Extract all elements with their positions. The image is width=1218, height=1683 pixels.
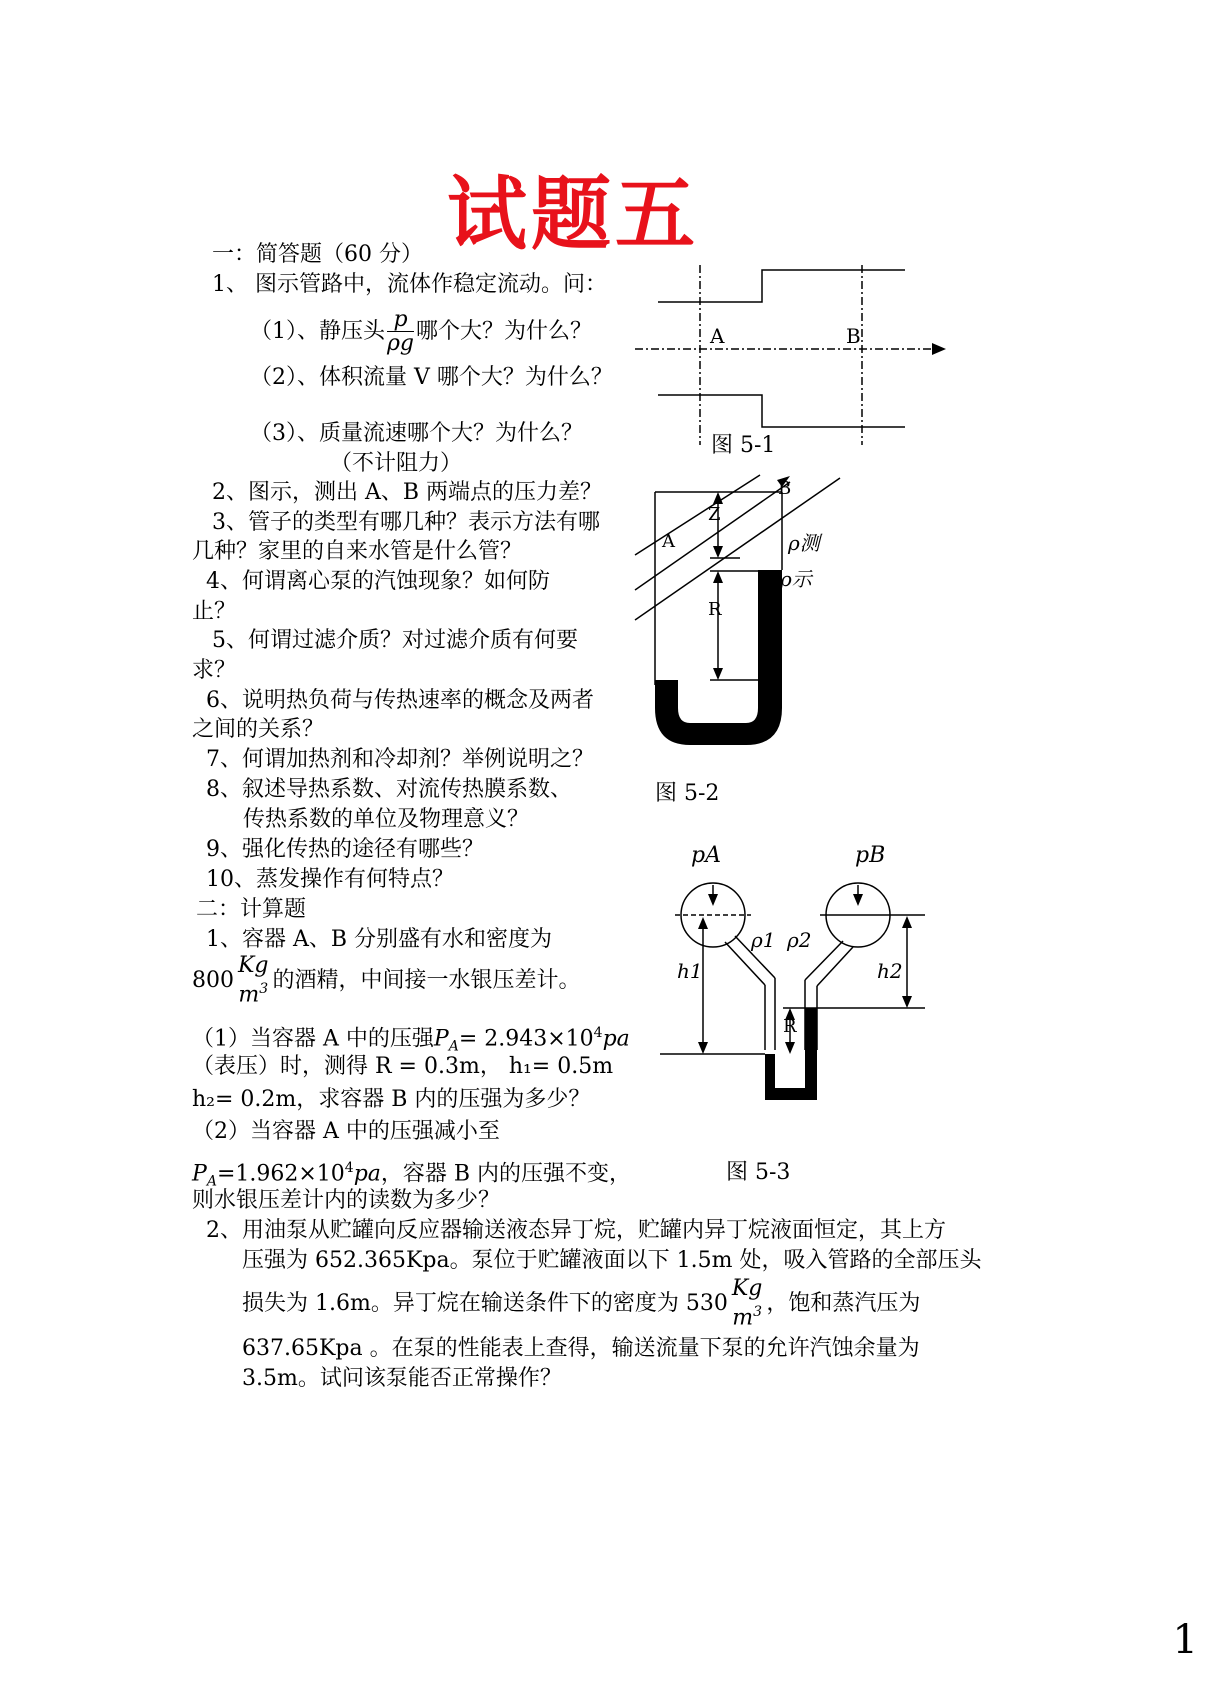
pa2-var: P xyxy=(192,1161,207,1187)
density-unit xyxy=(236,955,271,1007)
pa-unit: pa xyxy=(602,1026,630,1052)
calc-2-line4: 637.65Kpa 。在泵的性能表上查得，输送流量下泵的允许汽蚀余量为 xyxy=(242,1336,920,1361)
fig3-pa: pA xyxy=(691,843,721,868)
fig3-rho2: ρ2 xyxy=(787,928,812,952)
question-6-line1: 6、说明热负荷与传热速率的概念及两者 xyxy=(206,688,594,713)
page-title: 试题五 xyxy=(447,167,699,261)
density-value: 800 xyxy=(192,968,234,994)
section2-heading: 二：计算题 xyxy=(196,897,307,922)
calc-1-line1: 1、容器 A、B 分别盛有水和密度为 xyxy=(206,927,553,952)
static-head-fraction xyxy=(387,306,415,356)
calc-2-line1: 2、用油泵从贮罐向反应器输送液态异丁烷，贮罐内异丁烷液面恒定，其上方 xyxy=(206,1218,946,1243)
fig1-label-a: A xyxy=(710,324,725,348)
question-8-line2: 传热系数的单位及物理意义？ xyxy=(243,807,530,832)
question-9: 9、强化传热的途径有哪些？ xyxy=(206,837,484,862)
page-number: 1 xyxy=(1172,1617,1198,1663)
fig2-label-a: A xyxy=(662,531,675,552)
unit2-num: Kg xyxy=(731,1276,763,1301)
question-6-line2: 之间的关系？ xyxy=(192,717,325,742)
unit-exp: 3 xyxy=(259,981,269,997)
frac-den: ρg xyxy=(387,330,415,356)
pa-var: P xyxy=(433,1026,449,1052)
calc-1-line2 xyxy=(192,955,581,1007)
question-4-line1: 4、何谓离心泵的汽蚀现象？如何防 xyxy=(206,569,550,594)
calc-2-line3 xyxy=(242,1278,920,1330)
question-2: 2、图示，测出 A、B 两端点的压力差？ xyxy=(212,480,603,505)
unit2-den: m xyxy=(732,1305,754,1331)
figure-5-1 xyxy=(630,255,960,465)
question-8-line1: 8、叙述导热系数、对流传热膜系数、 xyxy=(206,777,572,802)
figure-5-2-caption: 图 5-2 xyxy=(655,781,720,806)
unit2-den-wrap xyxy=(730,1300,765,1330)
figure-5-3 xyxy=(655,840,955,1120)
question-1-part-2: （2）、体积流量 V 哪个大？为什么？ xyxy=(250,365,613,390)
fig2-rho-measured: ρ测 xyxy=(788,531,820,555)
question-10: 10、蒸发操作有何特点？ xyxy=(206,867,454,892)
unit-den: m xyxy=(238,982,260,1008)
figure-5-3-caption: 图 5-3 xyxy=(726,1160,791,1185)
q1-1-prefix: （1）、静压头 xyxy=(250,319,385,344)
calc-1-part1-ask: h₂= 0.2m，求容器 B 内的压强为多少？ xyxy=(192,1087,591,1112)
calc-1-part2: （2）当容器 A 中的压强减小至 xyxy=(192,1119,500,1144)
part1-prefix: （1）当容器 A 中的压强 xyxy=(192,1026,434,1052)
pa2-value: =1.962×10 xyxy=(216,1161,345,1187)
question-1: 1、 图示管路中，流体作稳定流动。问： xyxy=(212,272,607,297)
pa-exp: 4 xyxy=(593,1025,603,1041)
density-unit-2 xyxy=(730,1278,765,1330)
figure-5-1-caption: 图 5-1 xyxy=(711,433,776,458)
fig3-rho1: ρ1 xyxy=(751,928,776,952)
question-1-part-1 xyxy=(250,308,592,356)
question-3-line1: 3、管子的类型有哪几种？表示方法有哪 xyxy=(212,510,600,535)
calc-2-line3-post: ，饱和蒸汽压为 xyxy=(766,1291,921,1317)
calc-1-part2-ask: 则水银压差计内的读数为多少？ xyxy=(192,1188,501,1213)
pa-value: = 2.943×10 xyxy=(458,1026,594,1052)
calc-2-line3-pre: 损失为 1.6m。异丁烷在输送条件下的密度为 530 xyxy=(242,1291,728,1317)
fig3-pb: pB xyxy=(855,843,886,868)
calc-2-line5: 3.5m。试问该泵能否正常操作？ xyxy=(242,1366,562,1391)
unit-den-wrap xyxy=(236,977,271,1007)
pa2-unit: pa xyxy=(353,1161,381,1187)
fig3-h2: h2 xyxy=(877,959,903,983)
frac-num: p xyxy=(387,309,414,332)
question-3-line2: 几种？家里的自来水管是什么管？ xyxy=(192,539,523,564)
calc-2-line2: 压强为 652.365Kpa。泵位于贮罐液面以下 1.5m 处，吸入管路的全部压头 xyxy=(242,1248,982,1273)
question-4-line2: 止？ xyxy=(192,599,237,624)
calc-1-line2-text: 的酒精，中间接一水银压差计。 xyxy=(272,968,581,994)
q1-1-suffix: 哪个大？为什么？ xyxy=(416,319,593,344)
question-1-note: （不计阻力） xyxy=(330,451,463,476)
question-5-line2: 求？ xyxy=(192,658,237,683)
figure-5-2 xyxy=(630,470,850,760)
fig2-label-r: R xyxy=(708,599,722,620)
section1-heading: 一：简答题（60 分） xyxy=(212,242,423,267)
fig1-label-b: B xyxy=(846,324,861,348)
question-1-part-3: （3）、质量流速哪个大？为什么？ xyxy=(250,421,583,446)
pa2-sub: A xyxy=(206,1173,217,1190)
unit-num: Kg xyxy=(238,953,269,978)
pa2-text: ，容器 B 内的压强不变， xyxy=(380,1161,632,1187)
fig2-rho-indicator: ρ示 xyxy=(780,567,812,591)
fig2-label-b: B xyxy=(778,478,792,499)
pa-sub: A xyxy=(448,1038,459,1055)
unit2-exp: 3 xyxy=(753,1304,762,1320)
fig3-h1: h1 xyxy=(677,959,703,983)
fig3-label-r: R xyxy=(783,1016,797,1037)
pa2-exp: 4 xyxy=(344,1160,354,1176)
question-5-line1: 5、何谓过滤介质？对过滤介质有何要 xyxy=(212,628,578,653)
calc-1-part1-cond: （表压）时，测得 R = 0.3m， h₁= 0.5m xyxy=(192,1054,614,1079)
question-7: 7、何谓加热剂和冷却剂？举例说明之？ xyxy=(206,747,594,772)
fig2-label-z: Z xyxy=(708,504,721,525)
